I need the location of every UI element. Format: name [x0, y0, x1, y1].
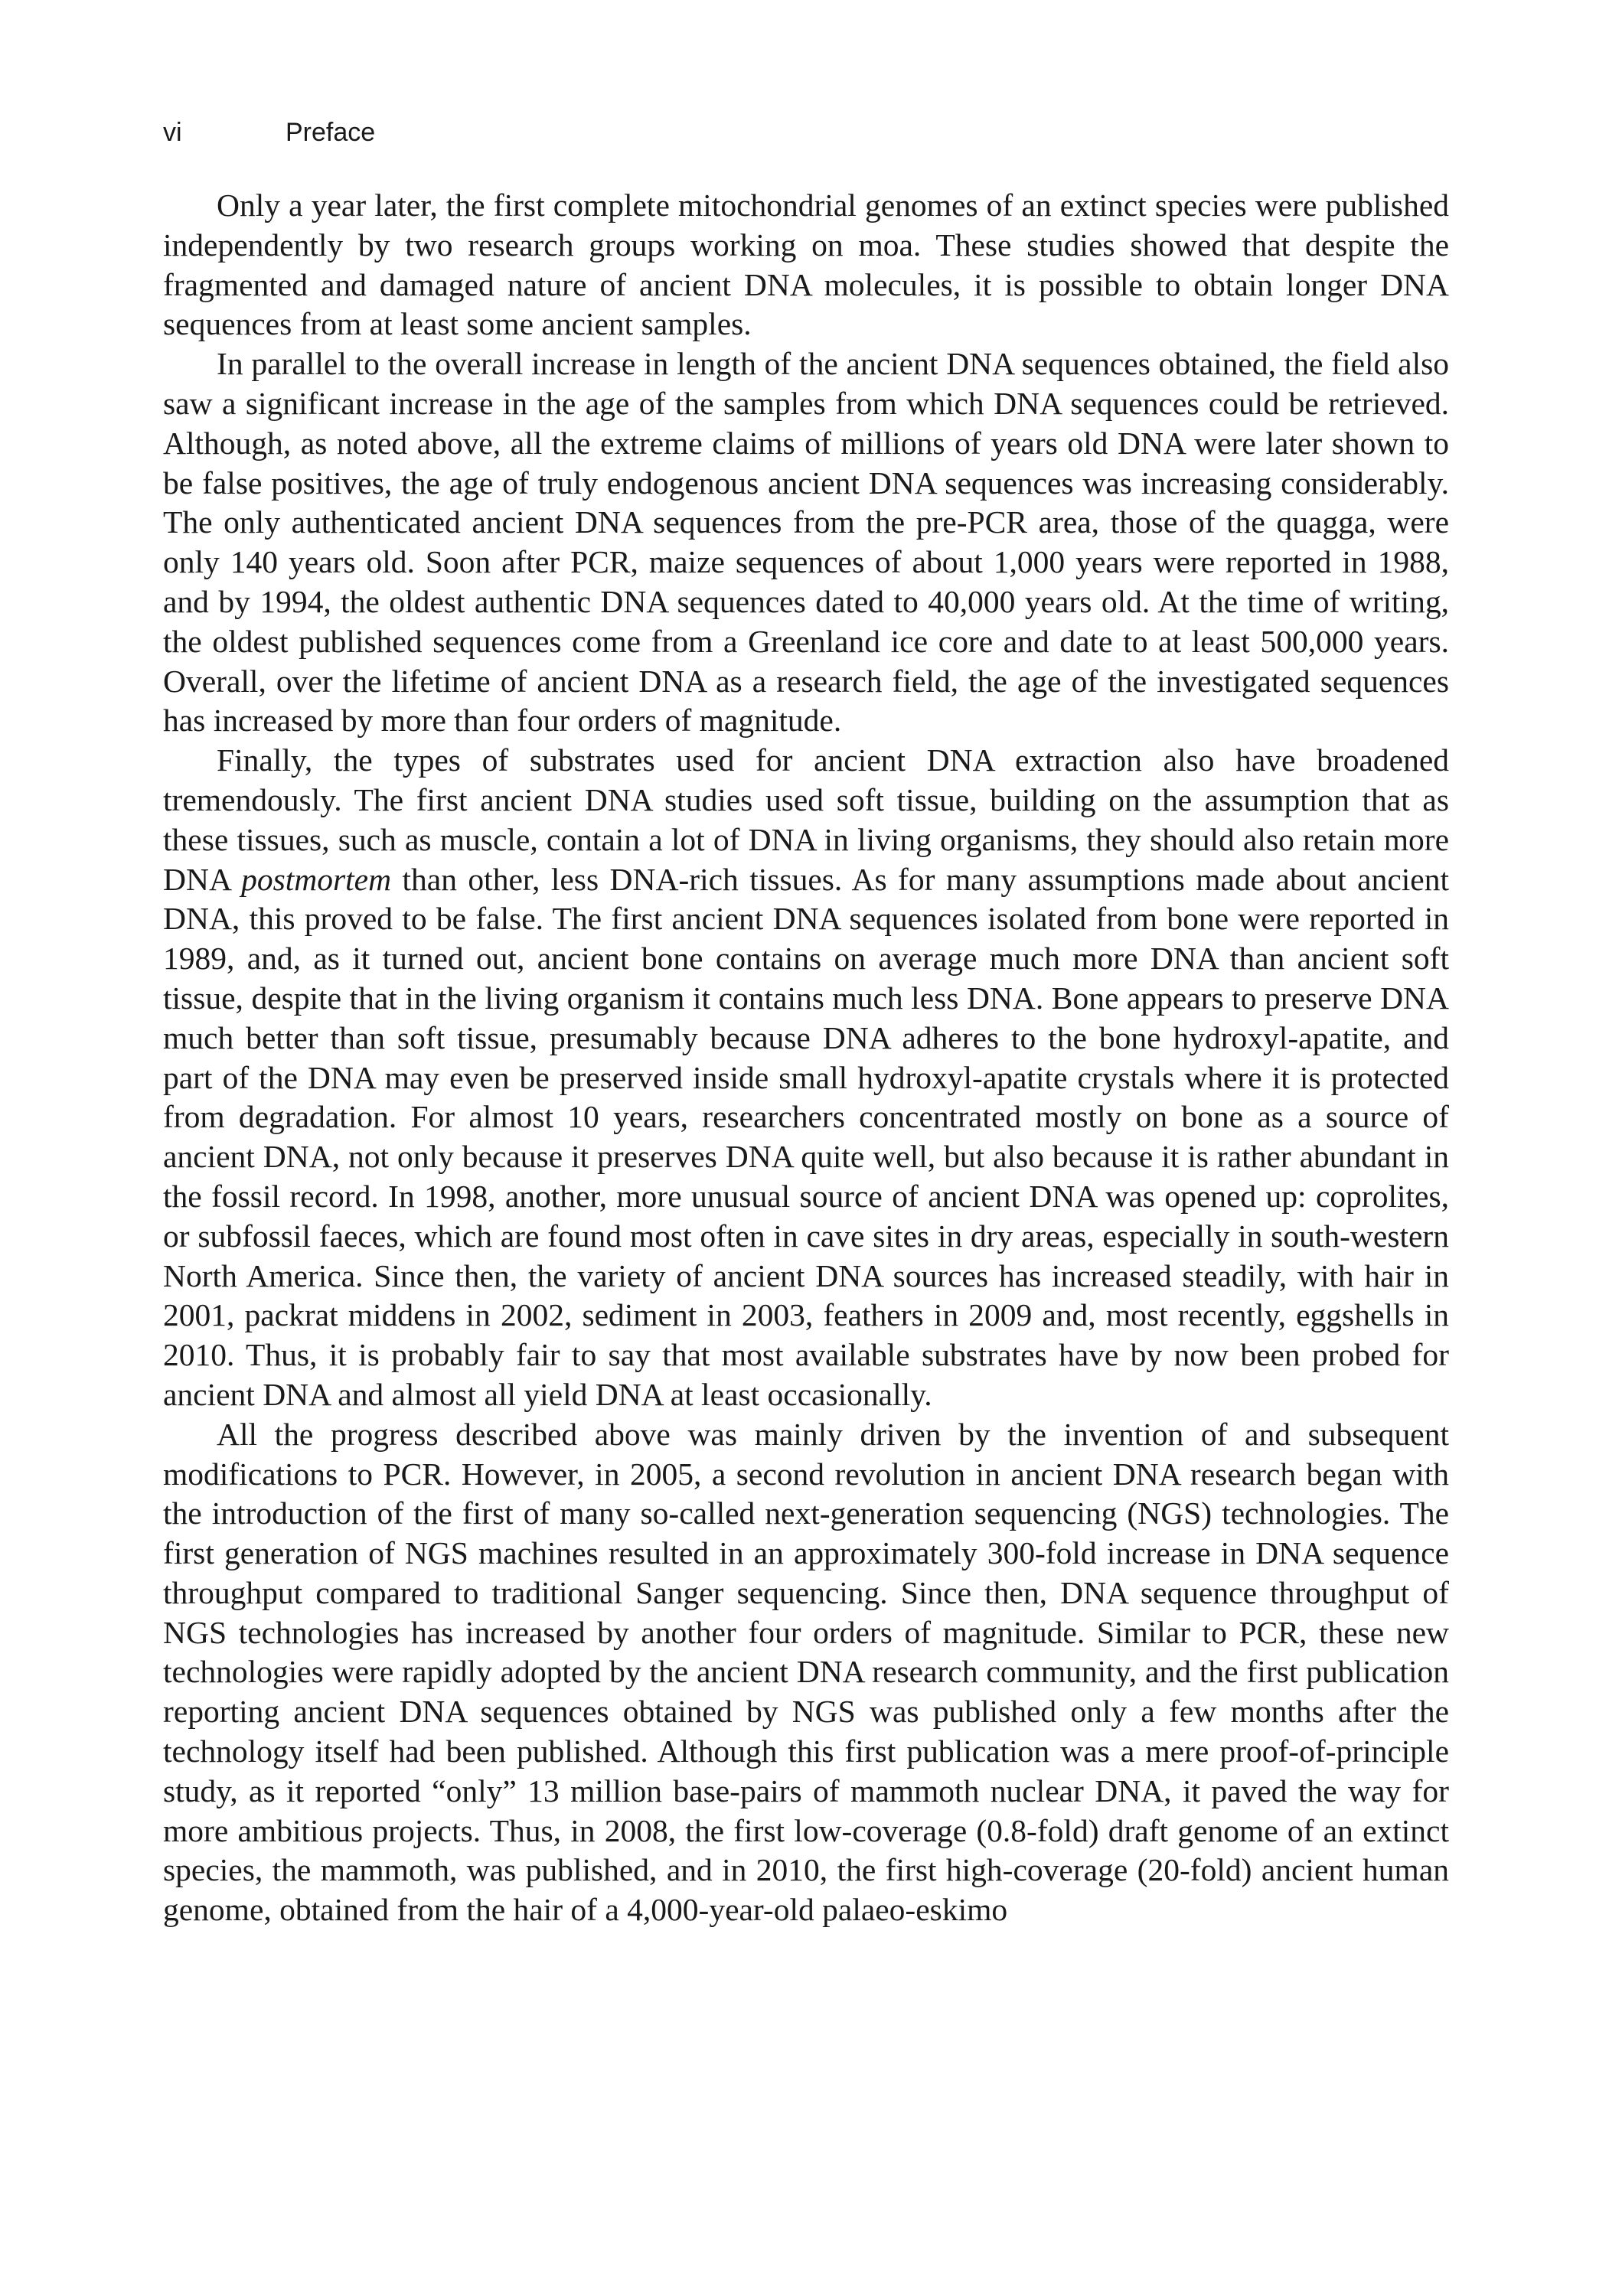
paragraph-substrates-part-1: Finally, the types of substrates used for ancient DNA extraction also have broadened tremendously. The first ancient DNA studies used soft tissue, building on the assumption that as these tissues, such as muscle, contain a lot of DNA in living organisms, they should also retain more DNA	[163, 742, 1449, 897]
italic-term-postmortem: postmortem	[241, 861, 392, 897]
section-title: Preface	[286, 118, 376, 147]
page-number: vi	[163, 118, 182, 147]
paragraph-ngs-revolution: All the progress described above was mainly driven by the invention of and subsequent modifications to PCR. However, in 2005, a second revolution in ancient DNA research began with the introduction of the first of many so-called next-generation sequencing (NGS) technologies. The first generation of NGS machines resulted in an approximately 300-fold increase in DNA sequence throughput compared to traditional Sanger sequencing. Since then, DNA sequence throughput of NGS technologies has increased by another four orders of magnitude. Similar to PCR, these new technologies were rapidly adopted by the ancient DNA research community, and the first publication reporting ancient DNA sequences obtained by NGS was published only a few months after the technology itself had been published. Although this first publication was a mere proof-of-principle study, as it reported “only” 13 million base-pairs of mammoth nuclear DNA, it paved the way for more ambitious projects. Thus, in 2008, the first low-coverage (0.8-fold) draft genome of an extinct species, the mammoth, was published, and in 2010, the first high-coverage (20-fold) ancient human genome, obtained from the hair of a 4,000-year-old palaeo-eskimo	[163, 1416, 1449, 1928]
paragraph-substrates	[163, 741, 1449, 1415]
paragraph-sample-age: In parallel to the overall increase in length of the ancient DNA sequences obtained, the field also saw a significant increase in the age of the samples from which DNA sequences could be retrieved. Although, as noted above, all the extreme claims of millions of years old DNA were later shown to be false positives, the age of truly endogenous ancient DNA sequences was increasing considerably. The only authenticated ancient DNA sequences from the pre-PCR area, those of the quagga, were only 140 years old. Soon after PCR, maize sequences of about 1,000 years were reported in 1988, and by 1994, the oldest authentic DNA sequences dated to 40,000 years old. At the time of writing, the oldest published sequences come from a Greenland ice core and date to at least 500,000 years. Overall, over the lifetime of ancient DNA as a research field, the age of the investigated sequences has increased by more than four orders of magnitude.	[163, 346, 1449, 739]
paragraph-moa-genomes: Only a year later, the first complete mitochondrial genomes of an extinct species were published independently by two research groups working on moa. These studies showed that despite the fragmented and damaged nature of ancient DNA molecules, it is possible to obtain longer DNA sequences from at least some ancient samples.	[163, 188, 1449, 342]
paragraph-substrates-part-2: than other, less DNA-rich tissues. As for many assumptions made about ancient DNA, this proved to be false. The first ancient DNA sequences isolated from bone were reported in 1989, and, as it turned out, ancient bone contains on average much more DNA than ancient soft tissue, despite that in the living organism it contains much less DNA. Bone appears to preserve DNA much better than soft tissue, presumably because DNA adheres to the bone hydroxyl-apatite, and part of the DNA may even be preserved inside small hydroxyl-apatite crystals where it is protected from degradation. For almost 10 years, researchers concentrated mostly on bone as a source of ancient DNA, not only because it preserves DNA quite well, but also because it is rather abundant in the fossil record. In 1998, another, more unusual source of ancient DNA was opened up: coprolites, or subfossil faeces, which are found most often in cave sites in dry areas, especially in south-western North America. Since then, the variety of ancient DNA sources has increased steadily, with hair in 2001, packrat middens in 2002, sediment in 2003, feathers in 2009 and, most recently, eggshells in 2010. Thus, it is probably fair to say that most available substrates have by now been probed for ancient DNA and almost all yield DNA at least occasionally.	[163, 861, 1449, 1412]
running-head	[163, 113, 1449, 152]
body-text	[163, 186, 1449, 1930]
